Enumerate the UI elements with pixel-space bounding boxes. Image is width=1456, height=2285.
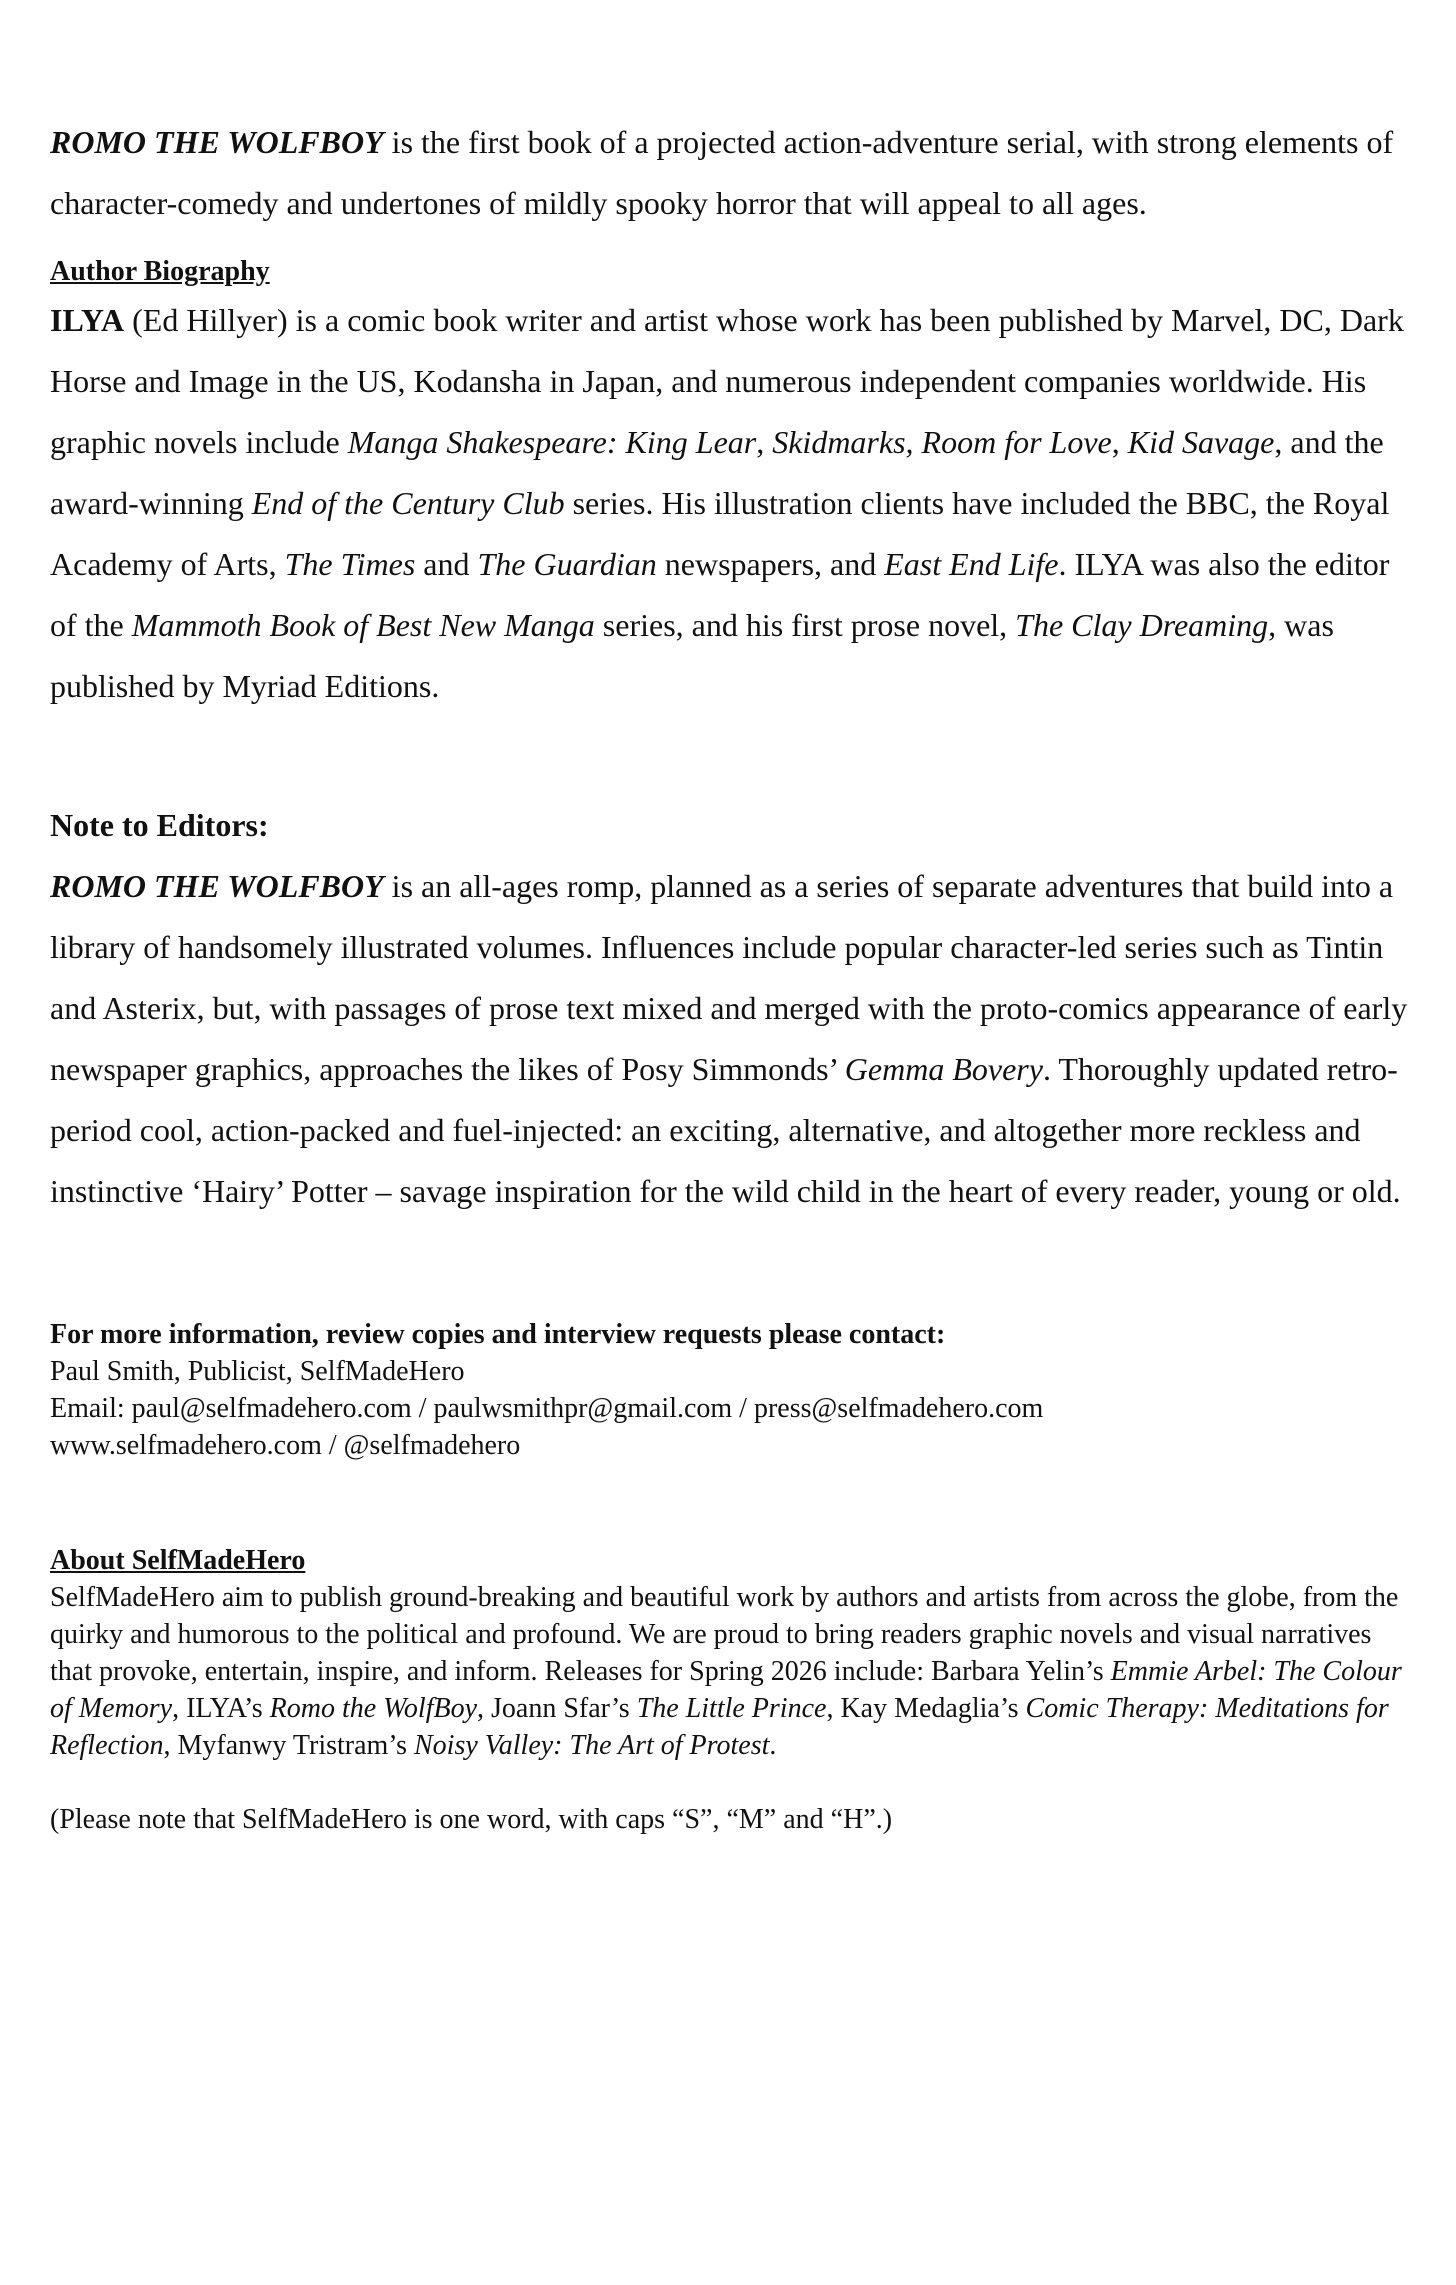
book-title: ROMO THE WOLFBOY bbox=[50, 124, 384, 160]
contact-emails: Email: paul@selfmadehero.com / paulwsmithpr@gmail.com / press@selfmadehero.com bbox=[50, 1393, 1044, 1424]
intro-paragraph bbox=[50, 112, 1420, 234]
text-segment: The Times bbox=[284, 546, 416, 582]
text-segment: , and the award-winning bbox=[50, 424, 1384, 521]
contact-website: www.selfmadehero.com / @selfmadehero bbox=[50, 1430, 521, 1461]
contact-section bbox=[50, 1316, 1420, 1464]
intro-text: is the first book of a projected action-adventure serial, with strong elements of character-comedy and undertones of mildly spooky horror that will appeal to all ages. bbox=[50, 124, 1394, 221]
text-segment: Emmie Arbel: The Colour of Memory bbox=[50, 1656, 1402, 1724]
note-to-editors-heading: Note to Editors: bbox=[50, 807, 269, 843]
text-segment: . ILYA was also the editor of the bbox=[50, 546, 1390, 643]
text-segment: East End Life bbox=[884, 546, 1059, 582]
text-segment: (Ed Hillyer) is a comic book writer and artist whose work has been published by Marvel, DC, Dark Horse and Image in the US, Kodansha in Japan, and numerous independent companies worldwide. His graphic novels include bbox=[50, 302, 1404, 460]
text-segment: . Thoroughly updated retro-period cool, action-packed and fuel-injected: an exciting, alternative, and altogether more reckless and instinctive ‘Hairy’ Potter – savage inspiration for the wild child in the heart of every reader, young or old. bbox=[50, 1051, 1401, 1209]
text-segment: series. His illustration clients have included the BBC, the Royal Academy of Arts, bbox=[50, 485, 1390, 582]
about-heading: About SelfMadeHero bbox=[50, 1545, 306, 1576]
text-segment: , Myfanwy Tristram’s bbox=[163, 1730, 414, 1761]
text-segment: Noisy Valley: The Art of Protest bbox=[413, 1730, 770, 1761]
text-segment: Mammoth Book of Best New Manga bbox=[131, 607, 595, 643]
text-segment: The Little Prince bbox=[636, 1693, 827, 1724]
text-segment: The Guardian bbox=[477, 546, 657, 582]
contact-heading: For more information, review copies and interview requests please contact: bbox=[50, 1319, 946, 1350]
text-segment: Comic Therapy: Meditations for Reflection bbox=[50, 1693, 1389, 1761]
note-to-editors-section bbox=[50, 795, 1420, 1222]
text-segment: and bbox=[415, 546, 478, 582]
text-segment: The Clay Dreaming bbox=[1015, 607, 1269, 643]
text-segment: Gemma Bovery bbox=[844, 1051, 1043, 1087]
about-section bbox=[50, 1542, 1420, 1838]
text-segment: Manga Shakespeare: King Lear bbox=[347, 424, 757, 460]
note-to-editors-paragraph bbox=[50, 856, 1420, 1222]
text-segment: Romo the WolfBoy bbox=[269, 1693, 477, 1724]
author-bio-paragraph bbox=[50, 290, 1420, 717]
text-segment: , was published by Myriad Editions. bbox=[50, 607, 1334, 704]
about-paragraph bbox=[50, 1579, 1420, 1764]
text-segment: newspapers, and bbox=[656, 546, 885, 582]
intro-section bbox=[50, 112, 1420, 234]
text-segment: , Kay Medaglia’s bbox=[826, 1693, 1026, 1724]
closing-note: (Please note that SelfMadeHero is one word, with caps “S”, “M” and “H”.) bbox=[50, 1804, 893, 1835]
press-release-page bbox=[50, 112, 1420, 1838]
text-segment: ILYA bbox=[50, 302, 125, 338]
text-segment: . bbox=[769, 1730, 777, 1761]
text-segment: , bbox=[756, 424, 773, 460]
text-segment: ROMO THE WOLFBOY bbox=[50, 868, 384, 904]
text-segment: End of the Century Club bbox=[251, 485, 565, 521]
text-segment: , bbox=[1111, 424, 1128, 460]
text-segment: Skidmarks, Room for Love bbox=[772, 424, 1112, 460]
author-bio-heading: Author Biography bbox=[50, 256, 270, 287]
text-segment: series, and his first prose novel, bbox=[594, 607, 1016, 643]
text-segment: Kid Savage bbox=[1127, 424, 1275, 460]
text-segment: , ILYA’s bbox=[172, 1693, 270, 1724]
text-segment: SelfMadeHero aim to publish ground-breaking and beautiful work by authors and artists from across the globe, from the quirky and humorous to the political and profound. We are proud to bring readers graphic novels and visual narratives that provoke, entertain, inspire, and inform. Releases for Spring 2026 include: Barbara Yelin’s bbox=[50, 1582, 1399, 1687]
author-bio-section bbox=[50, 254, 1420, 717]
contact-publicist: Paul Smith, Publicist, SelfMadeHero bbox=[50, 1356, 465, 1387]
text-segment: , Joann Sfar’s bbox=[477, 1693, 637, 1724]
text-segment: is an all-ages romp, planned as a series of separate adventures that build into a library of handsomely illustrated volumes. Influences include popular character-led series such as Tintin and Asterix, but, with passages of prose text mixed and merged with the proto-comics appearance of early newspaper graphics, approaches the likes of Posy Simmonds’ bbox=[50, 868, 1408, 1087]
